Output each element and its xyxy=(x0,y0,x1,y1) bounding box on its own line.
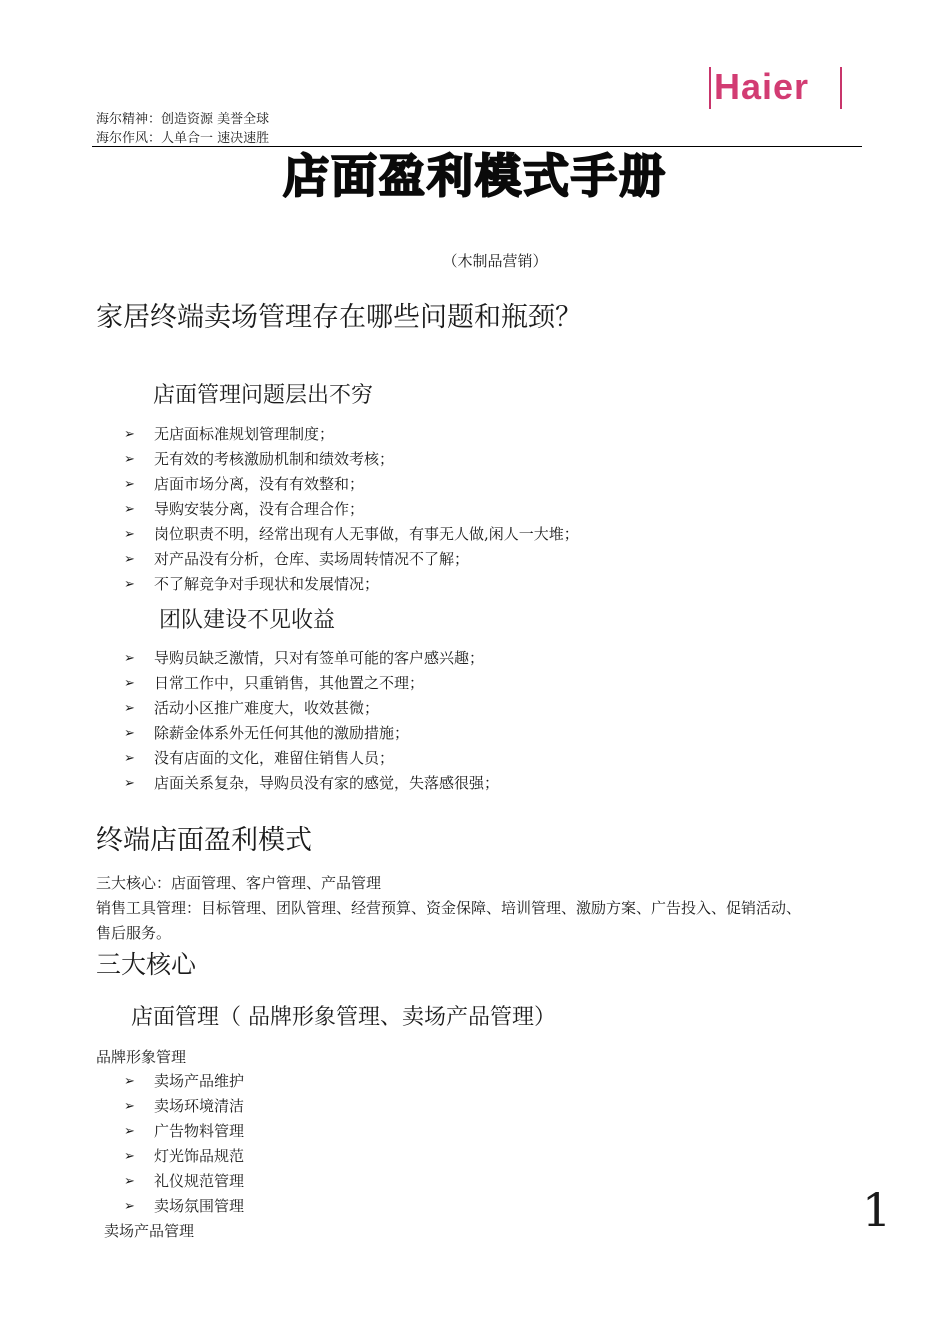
arrow-bullet-icon: ➢ xyxy=(124,477,135,492)
arrow-bullet-icon: ➢ xyxy=(124,701,135,716)
core-summary-line: 三大核心：店面管理、客户管理、产品管理 xyxy=(96,874,382,892)
list-item: ➢ 灯光饰品规范 xyxy=(124,1144,244,1169)
list-item: ➢ 除薪金体系外无任何其他的激励措施； xyxy=(124,721,499,746)
arrow-bullet-icon: ➢ xyxy=(124,651,135,666)
brand-image-label: 品牌形象管理 xyxy=(96,1048,187,1066)
group-heading-team-building: 团队建设不见收益 xyxy=(159,608,336,633)
list-item: ➢ 活动小区推广难度大，收效甚微； xyxy=(124,696,499,721)
list-item: ➢ 对产品没有分析，仓库、卖场周转情况不了解； xyxy=(124,547,579,572)
list-item: ➢ 卖场产品维护 xyxy=(124,1069,244,1094)
list-item: ➢ 店面市场分离，没有有效整和； xyxy=(124,472,579,497)
arrow-bullet-icon: ➢ xyxy=(124,552,135,567)
team-problem-list xyxy=(124,646,499,796)
list-item: ➢ 卖场环境清洁 xyxy=(124,1094,244,1119)
page-title: 店面盈利模式手册 xyxy=(283,149,667,203)
arrow-bullet-icon: ➢ xyxy=(124,1099,135,1114)
arrow-bullet-icon: ➢ xyxy=(124,452,135,467)
section-heading-profit-model: 终端店面盈利模式 xyxy=(96,825,312,856)
arrow-bullet-icon: ➢ xyxy=(124,577,135,592)
list-item: ➢ 礼仪规范管理 xyxy=(124,1169,244,1194)
arrow-bullet-icon: ➢ xyxy=(124,427,135,442)
store-management-heading: 店面管理（ 品牌形象管理、卖场产品管理） xyxy=(131,1005,556,1030)
list-item: ➢ 岗位职责不明，经常出现有人无事做，有事无人做,闲人一大堆； xyxy=(124,522,579,547)
logo-left-bar xyxy=(709,67,711,109)
list-item: ➢ 卖场氛围管理 xyxy=(124,1194,244,1219)
page-number: 1 xyxy=(862,1183,892,1237)
sales-tools-line-continued: 售后服务。 xyxy=(96,924,172,942)
section-heading-problems: 家居终端卖场管理存在哪些问题和瓶颈？ xyxy=(96,302,582,333)
arrow-bullet-icon: ➢ xyxy=(124,1124,135,1139)
arrow-bullet-icon: ➢ xyxy=(124,1074,135,1089)
header-slogan-spirit: 海尔精神：创造资源 美誉全球 xyxy=(96,112,270,127)
arrow-bullet-icon: ➢ xyxy=(124,726,135,741)
page-subtitle: （木制品营销） xyxy=(442,252,548,270)
arrow-bullet-icon: ➢ xyxy=(124,776,135,791)
list-item: ➢ 店面关系复杂，导购员没有家的感觉，失落感很强； xyxy=(124,771,499,796)
arrow-bullet-icon: ➢ xyxy=(124,751,135,766)
arrow-bullet-icon: ➢ xyxy=(124,527,135,542)
list-item: ➢ 无有效的考核激励机制和绩效考核； xyxy=(124,447,579,472)
list-item: ➢ 不了解竞争对手现状和发展情况； xyxy=(124,572,579,597)
list-item: ➢ 无店面标准规划管理制度； xyxy=(124,422,579,447)
store-problem-list xyxy=(124,422,579,597)
arrow-bullet-icon: ➢ xyxy=(124,502,135,517)
section-heading-three-cores: 三大核心 xyxy=(96,950,197,979)
list-item: ➢ 没有店面的文化，难留住销售人员； xyxy=(124,746,499,771)
haier-logo: Haier xyxy=(714,66,810,107)
list-item: ➢ 导购员缺乏激情，只对有签单可能的客户感兴趣； xyxy=(124,646,499,671)
list-item: ➢ 广告物料管理 xyxy=(124,1119,244,1144)
arrow-bullet-icon: ➢ xyxy=(124,676,135,691)
logo-right-bar xyxy=(840,67,842,109)
sales-tools-line: 销售工具管理：目标管理、团队管理、经营预算、资金保障、培训管理、激励方案、广告投入、促销活动、 xyxy=(96,899,802,917)
header-slogan-style: 海尔作风：人单合一 速决速胜 xyxy=(96,131,270,146)
arrow-bullet-icon: ➢ xyxy=(124,1199,135,1214)
group-heading-store-management: 店面管理问题层出不穷 xyxy=(153,383,374,408)
brand-image-list xyxy=(124,1069,244,1219)
list-item: ➢ 日常工作中，只重销售，其他置之不理； xyxy=(124,671,499,696)
arrow-bullet-icon: ➢ xyxy=(124,1174,135,1189)
list-item: ➢ 导购安装分离，没有合理合作； xyxy=(124,497,579,522)
arrow-bullet-icon: ➢ xyxy=(124,1149,135,1164)
product-management-label: 卖场产品管理 xyxy=(104,1222,195,1240)
